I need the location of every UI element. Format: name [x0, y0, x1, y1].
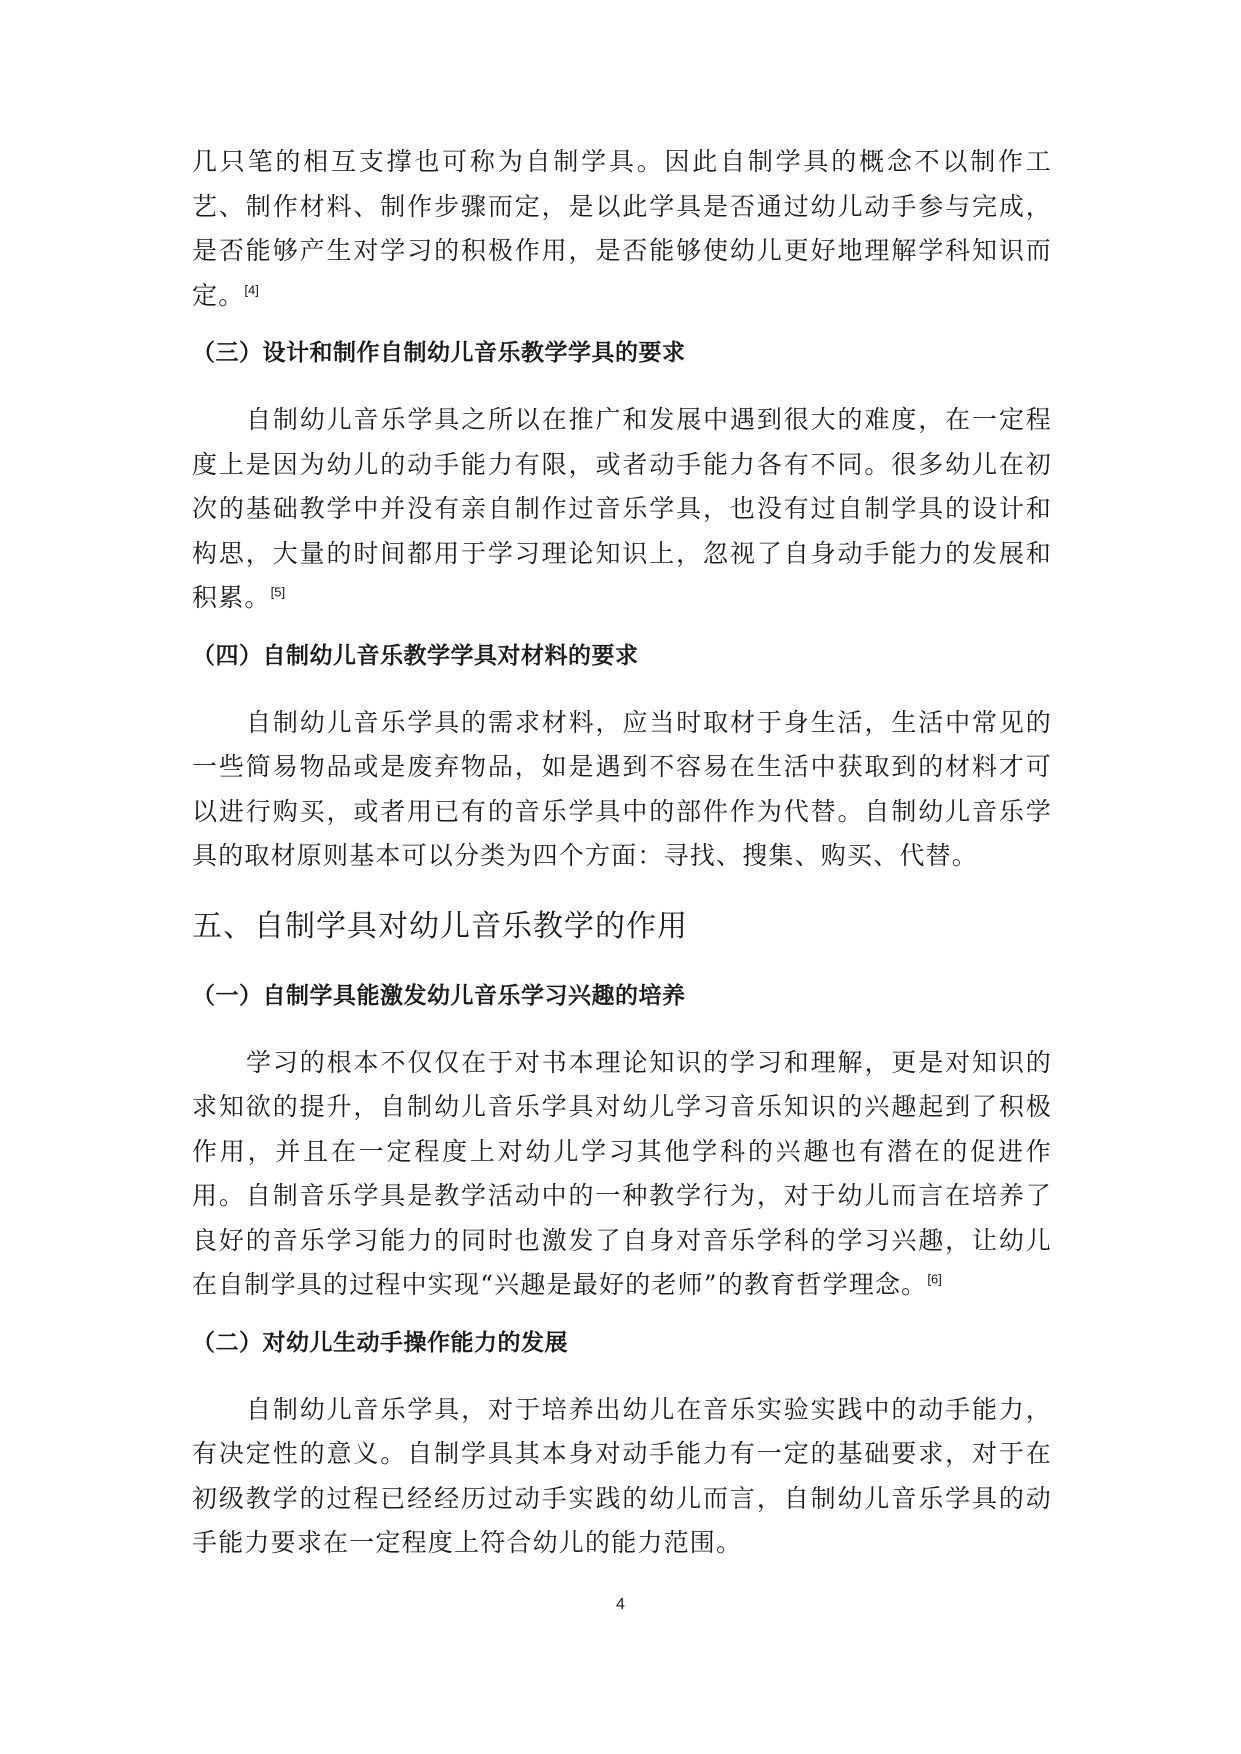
paragraph-continued — [192, 140, 1052, 318]
citation-marker: [5] — [270, 584, 286, 600]
paragraph — [192, 1388, 1052, 1566]
subsection-heading-2: （二）对幼儿生动手操作能力的发展 — [192, 1329, 568, 1356]
paragraph-text: 自制幼儿音乐学具之所以在推广和发展中遇到很大的难度，在一定程度上是因为幼儿的动手能力有限，或者动手能力各有不同。很多幼儿在初次的基础教学中并没有亲自制作过音乐学具，也没有过自制学具的设计和构思，大量的时间都用于学习理论知识上，忽视了自身动手能力的发展和积累。 — [192, 405, 1052, 612]
paragraph-text: 几只笔的相互支撑也可称为自制学具。因此自制学具的概念不以制作工艺、制作材料、制作步骤而定，是以此学具是否通过幼儿动手参与完成，是否能够产生对学习的积极作用，是否能够使幼儿更好地理解学科知识而定。 — [192, 147, 1052, 310]
page-content — [192, 140, 1052, 1582]
subsection-heading-3: （三）设计和制作自制幼儿音乐教学学具的要求 — [192, 340, 686, 366]
paragraph — [192, 398, 1052, 621]
subsection-heading-4: （四）自制幼儿音乐教学学具对材料的要求 — [192, 642, 639, 669]
citation-marker: [4] — [244, 282, 259, 298]
section-heading-5: 五、自制学具对幼儿音乐教学的作用 — [192, 908, 688, 944]
citation-marker: [6] — [927, 1271, 942, 1287]
paragraph-text: 自制幼儿音乐学具，对于培养出幼儿在音乐实验实践中的动手能力，有决定性的意义。自制学具其本身对动手能力有一定的基础要求，对于在初级教学的过程已经经历过动手实践的幼儿而言，自制幼儿音乐学具的动手能力要求在一定程度上符合幼儿的能力范围。 — [192, 1394, 1052, 1557]
paragraph — [192, 701, 1052, 879]
subsection-heading-1: （一）自制学具能激发幼儿音乐学习兴趣的培养 — [192, 982, 686, 1009]
paragraph-text: 学习的根本不仅仅在于对书本理论知识的学习和理解，更是对知识的求知欲的提升，自制幼儿音乐学具对幼儿学习音乐知识的兴趣起到了积极作用，并且在一定程度上对幼儿学习其他学科的兴趣也有潜在的促进作用。自制音乐学具是教学活动中的一种教学行为，对于幼儿而言在培养了良好的音乐学习能力的同时也激发了自身对音乐学科的学习兴趣，让幼儿在自制学具的过程中实现“兴趣是最好的老师”的教育哲学理念。 — [192, 1047, 1052, 1299]
paragraph — [192, 1041, 1052, 1308]
page-number: 4 — [616, 1596, 625, 1613]
paragraph-text: 自制幼儿音乐学具的需求材料，应当时取材于身生活，生活中常见的一些简易物品或是废弃物品，如是遇到不容易在生活中获取到的材料才可以进行购买，或者用已有的音乐学具中的部件作为代替。自制幼儿音乐学具的取材原则基本可以分类为四个方面：寻找、搜集、购买、代替。 — [192, 707, 1052, 870]
